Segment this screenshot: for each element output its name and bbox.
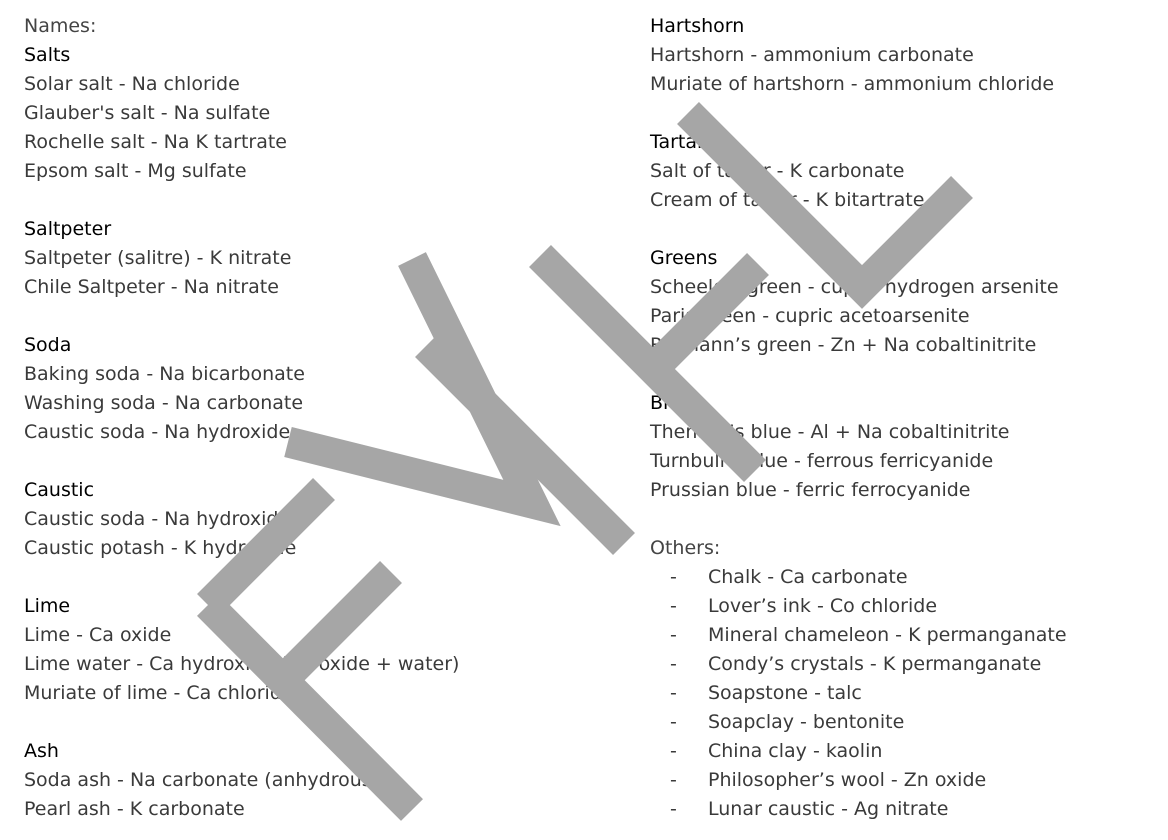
- entry-line: Glauber's salt - Na sulfate: [24, 102, 271, 124]
- list-item-text: Condy’s crystals - K permanganate: [708, 653, 1042, 675]
- section-lime: [24, 592, 624, 708]
- entry-line: Epsom salt - Mg sulfate: [24, 160, 247, 182]
- section-heading: Soda: [24, 334, 72, 356]
- left-column: [24, 12, 624, 824]
- list-item-text: China clay - kaolin: [708, 740, 883, 762]
- others-label: Others:: [650, 537, 721, 559]
- list-item-text: Lunar caustic - Ag nitrate: [708, 798, 949, 820]
- entry-line: Solar salt - Na chloride: [24, 73, 240, 95]
- section-heading: Blues: [650, 392, 702, 414]
- entry-line: Lime water - Ca hydroxide (Ca oxide + water): [24, 653, 460, 675]
- section-greens: [650, 244, 1150, 360]
- section-soda: [24, 331, 624, 447]
- list-item-text: Philosopher’s wool - Zn oxide: [708, 769, 987, 791]
- dash-bullet: -: [670, 653, 677, 675]
- section-heading: Hartshorn: [650, 15, 745, 37]
- section-heading: Salts: [24, 44, 71, 66]
- dash-bullet: -: [670, 595, 677, 617]
- section-ash: [24, 737, 624, 824]
- section-heading: Saltpeter: [24, 218, 112, 240]
- list-item: [650, 708, 1150, 737]
- entry-line: Thenard’s blue - Al + Na cobaltinitrite: [650, 421, 1010, 443]
- list-item: [650, 621, 1150, 650]
- section-heading: Tartar: [650, 131, 705, 153]
- entry-line: Caustic soda - Na hydroxide: [24, 421, 291, 443]
- section-tartar: [650, 128, 1150, 215]
- dash-bullet: -: [670, 798, 677, 820]
- entry-line: Prussian blue - ferric ferrocyanide: [650, 479, 971, 501]
- section-heading: Caustic: [24, 479, 95, 501]
- list-item: [650, 766, 1150, 795]
- list-item-text: Chalk - Ca carbonate: [708, 566, 908, 588]
- list-item-text: Soapstone - talc: [708, 682, 862, 704]
- entry-line: Caustic potash - K hydroxide: [24, 537, 297, 559]
- section-saltpeter: [24, 215, 624, 302]
- section-hartshorn: [650, 12, 1150, 99]
- entry-line: Rochelle salt - Na K tartrate: [24, 131, 287, 153]
- section-blues: [650, 389, 1150, 505]
- entry-line: Lime - Ca oxide: [24, 624, 172, 646]
- section-heading: Ash: [24, 740, 59, 762]
- list-item-text: Mineral chameleon - K permanganate: [708, 624, 1067, 646]
- entry-line: Chile Saltpeter - Na nitrate: [24, 276, 279, 298]
- section-heading: Lime: [24, 595, 71, 617]
- dash-bullet: -: [670, 740, 677, 762]
- dash-bullet: -: [670, 682, 677, 704]
- dash-bullet: -: [670, 711, 677, 733]
- entry-line: Pearl ash - K carbonate: [24, 798, 245, 820]
- list-item: [650, 563, 1150, 592]
- entry-line: Paris green - cupric acetoarsenite: [650, 305, 970, 327]
- right-column: [650, 12, 1150, 824]
- list-item: [650, 737, 1150, 766]
- section-heading: Greens: [650, 247, 718, 269]
- entry-line: Saltpeter (salitre) - K nitrate: [24, 247, 292, 269]
- list-item: [650, 650, 1150, 679]
- dash-bullet: -: [670, 769, 677, 791]
- dash-bullet: -: [670, 624, 677, 646]
- entry-line: Caustic soda - Na hydroxide: [24, 508, 291, 530]
- entry-line: Rinmann’s green - Zn + Na cobaltinitrite: [650, 334, 1037, 356]
- list-item: [650, 592, 1150, 621]
- entry-line: Scheele’s green - cupric hydrogen arsenite: [650, 276, 1059, 298]
- list-item-text: Soapclay - bentonite: [708, 711, 905, 733]
- entry-line: Turnbull’s blue - ferrous ferricyanide: [650, 450, 994, 472]
- entry-line: Soda ash - Na carbonate (anhydrous): [24, 769, 380, 791]
- section-caustic: [24, 476, 624, 563]
- entry-line: Muriate of hartshorn - ammonium chloride: [650, 73, 1055, 95]
- entry-line: Cream of tartar - K bitartrate: [650, 189, 925, 211]
- entry-line: Muriate of lime - Ca chloride: [24, 682, 294, 704]
- entry-line: Salt of tartar - K carbonate: [650, 160, 905, 182]
- names-label: Names:: [24, 15, 97, 37]
- entry-line: Washing soda - Na carbonate: [24, 392, 304, 414]
- list-item-text: Lover’s ink - Co chloride: [708, 595, 938, 617]
- entry-line: Hartshorn - ammonium carbonate: [650, 44, 974, 66]
- section-salts: [24, 41, 624, 186]
- dash-bullet: -: [670, 566, 677, 588]
- list-item: [650, 679, 1150, 708]
- list-item: [650, 795, 1150, 824]
- entry-line: Baking soda - Na bicarbonate: [24, 363, 305, 385]
- section-others: [650, 534, 1150, 824]
